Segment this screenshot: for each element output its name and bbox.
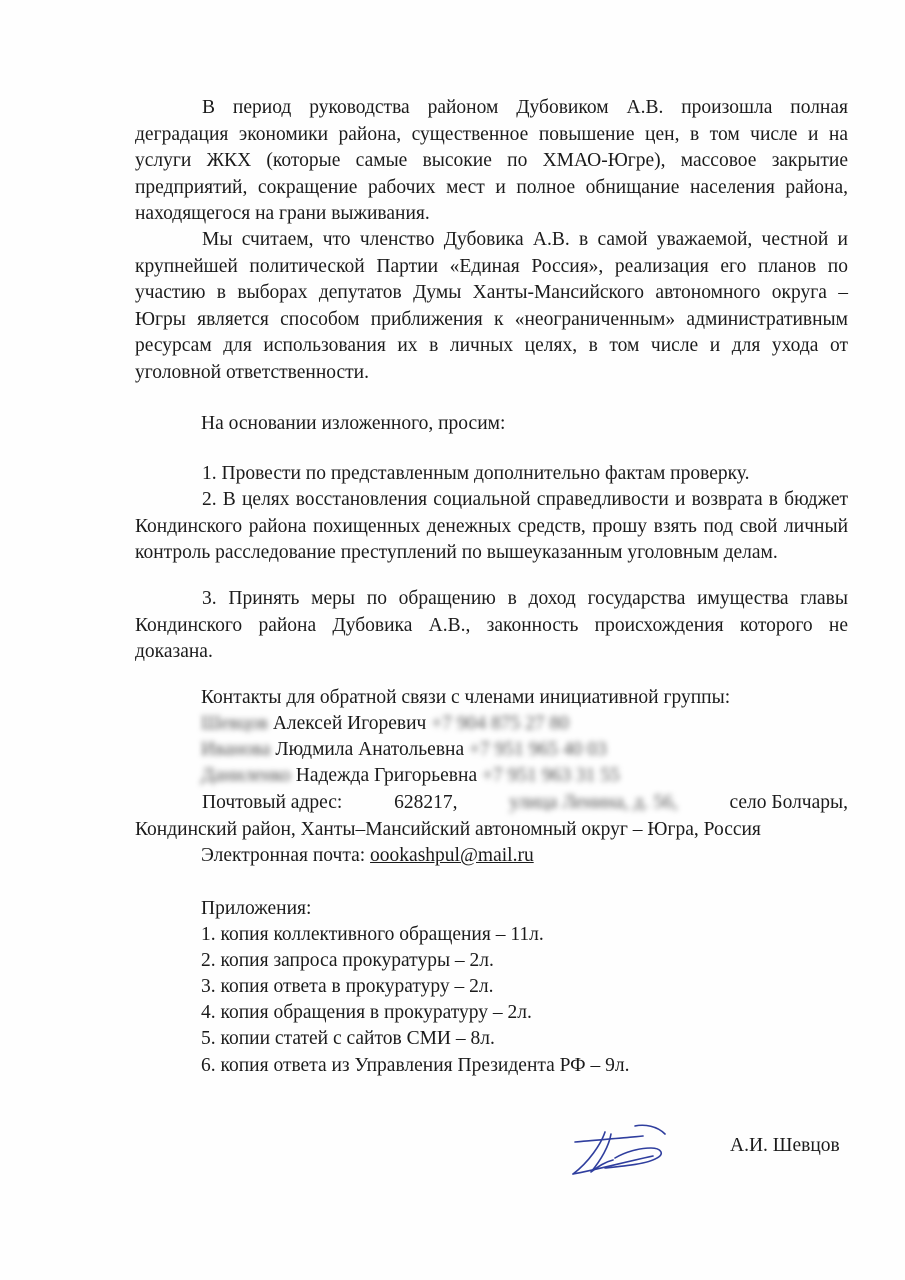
request-item-2: 2. В целях восстановления социальной справедливости и возврата в бюджет Кондинского района похищенных денежных средств, прошу взять под свой личный контроль расследование преступлений по вышеуказанным уголовным делам.: [135, 489, 848, 563]
postal-index: 628217,: [394, 792, 458, 813]
signature-stroke: [573, 1156, 653, 1174]
postal-rest: Кондинский район, Ханты–Мансийский автономный округ – Югра, Россия: [135, 818, 761, 840]
paragraph-economy: В период руководства районом Дубовиком А.В. произошла полная деградация экономики района, существенное повышение цен, в том числе и на услуги ЖКХ (которые самые высокие по ХМАО-Югре), массовое закрытие предприятий, сокращение рабочих мест и полное обнищание населения района, находящегося на грани выживания.: [135, 97, 848, 224]
contact-person-1: [201, 711, 569, 737]
redacted-phone: +7 951 965 40 03: [469, 739, 607, 760]
email-label: Электронная почта:: [201, 845, 366, 866]
postal-first-line: [135, 790, 848, 817]
email-link[interactable]: oookashpul@mail.ru: [370, 845, 534, 866]
signer-name: А.И. Шевцов: [730, 1135, 840, 1156]
contact-name: Людмила Анатольевна: [275, 739, 465, 760]
redacted-street: улица Ленина, д. 56,: [509, 792, 678, 813]
attachments-heading: Приложения:: [201, 898, 312, 919]
handwritten-signature: [565, 1118, 677, 1180]
redacted-surname: Шевцов: [201, 713, 268, 734]
postal-address: [135, 790, 848, 843]
redacted-phone: +7 951 963 31 55: [481, 765, 620, 786]
email-line: [201, 843, 534, 869]
attachment-item: 6. копия ответа из Управления Президента РФ – 9л.: [201, 1055, 630, 1076]
attachment-item: 2. копия запроса прокуратуры – 2л.: [201, 950, 494, 971]
request-item-1: 1. Провести по представленным дополнительно фактам проверку.: [202, 463, 750, 484]
redacted-surname: Даниленко: [201, 765, 291, 786]
request-intro: На основании изложенного, просим:: [201, 413, 506, 434]
redacted-phone: +7 904 875 27 80: [431, 713, 569, 734]
contact-name: Алексей Игоревич: [272, 713, 427, 734]
redacted-surname: Иванова: [201, 739, 271, 760]
signature-stroke: [635, 1125, 665, 1134]
attachment-item: 1. копия коллективного обращения – 11л.: [201, 924, 544, 945]
attachment-item: 5. копии статей с сайтов СМИ – 8л.: [201, 1028, 495, 1049]
contact-person-2: [201, 737, 607, 763]
contacts-heading: Контакты для обратной связи с членами инициативной группы:: [201, 687, 731, 708]
signature-strokes: [573, 1125, 665, 1174]
postal-village: село Болчары,: [729, 792, 848, 813]
contact-person-3: [201, 763, 620, 789]
attachment-item: 3. копия ответа в прокуратуру – 2л.: [201, 976, 494, 997]
request-item-3: 3. Принять меры по обращению в доход государства имущества главы Кондинского района Дубовика А.В., законность происхождения которого не доказана.: [135, 588, 848, 662]
postal-label: Почтовый адрес:: [202, 792, 343, 813]
contact-name: Надежда Григорьевна: [295, 765, 478, 786]
paragraph-membership: Мы считаем, что членство Дубовика А.В. в самой уважаемой, честной и крупнейшей политической Партии «Единая Россия», реализация его планов по участию в выборах депутатов Думы Ханты-Мансийского автономного округа – Югры является способом приближения к «неограниченным» административным ресурсам для использования их в личных целях, в том числе и для ухода от уголовной ответственности.: [135, 229, 848, 383]
attachment-item: 4. копия обращения в прокуратуру – 2л.: [201, 1002, 532, 1023]
